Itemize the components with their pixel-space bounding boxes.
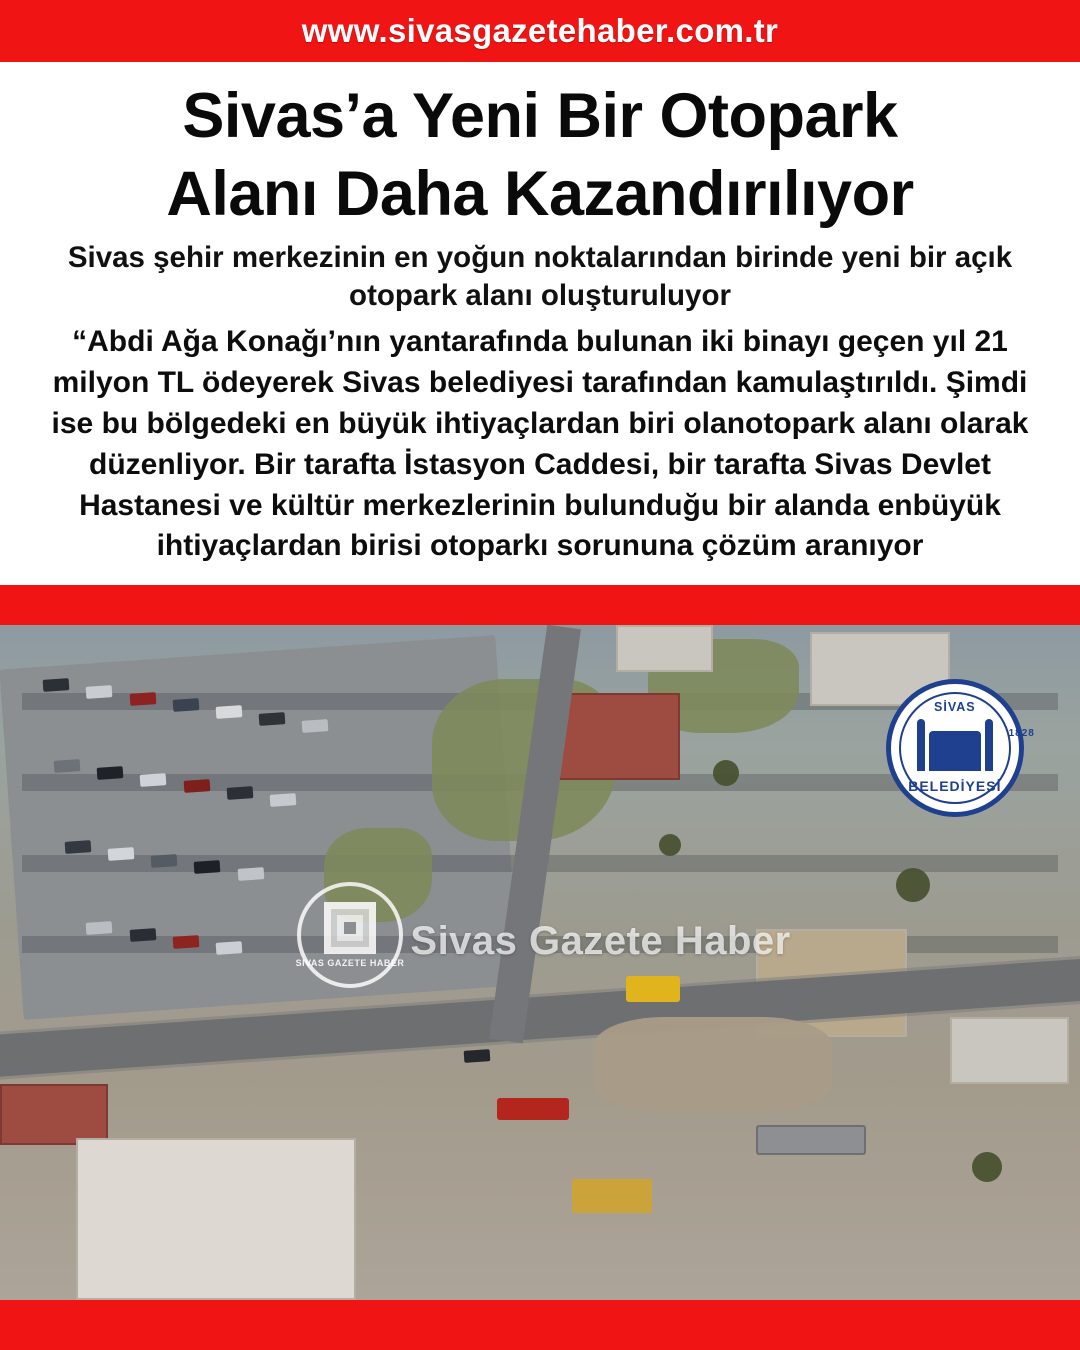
seal-top-text: SİVAS xyxy=(934,700,976,715)
parked-car xyxy=(97,766,124,780)
headline-line-2: Alanı Daha Kazandırılıyor xyxy=(166,159,914,230)
watermark-logo xyxy=(297,882,403,988)
parked-car xyxy=(464,1049,491,1063)
parked-car xyxy=(172,935,199,949)
parked-car xyxy=(259,712,286,726)
tree xyxy=(972,1152,1002,1182)
parked-car xyxy=(86,921,113,935)
article-text-block xyxy=(0,62,1080,567)
building-grey-roof xyxy=(616,625,713,672)
seal-bottom-text: BELEDİYESİ xyxy=(908,778,1002,795)
watermark-logo-text: SIVAS GAZETE HABER xyxy=(295,957,405,968)
building-apartment xyxy=(76,1138,357,1300)
parked-car xyxy=(270,793,297,807)
red-divider xyxy=(0,585,1080,625)
site-url-bar xyxy=(0,0,1080,62)
parked-car xyxy=(151,854,178,868)
seal-year: 1828 xyxy=(1008,728,1035,740)
parked-car xyxy=(64,840,91,854)
maze-icon xyxy=(324,902,376,954)
site-url: www.sivasgazetehaber.com.tr xyxy=(301,12,779,49)
dump-truck xyxy=(756,1125,866,1155)
municipality-seal xyxy=(886,679,1035,817)
parked-car xyxy=(216,705,243,719)
tree xyxy=(659,834,681,856)
parked-car xyxy=(216,941,243,955)
parked-car xyxy=(129,692,156,706)
tree xyxy=(896,868,930,902)
article-photo xyxy=(0,625,1080,1300)
building-grey-roof xyxy=(950,1017,1069,1084)
watermark-text: Sivas Gazete Haber xyxy=(410,918,791,963)
rubble-pile xyxy=(594,1017,832,1111)
article-subheadline: Sivas şehir merkezinin en yoğun noktalarından birinde yeni bir açık otopark alanı oluşturuluyor xyxy=(67,240,1013,313)
parked-car xyxy=(172,698,199,712)
parked-car xyxy=(302,719,329,733)
photo-scene xyxy=(0,625,1080,1300)
parked-car xyxy=(226,786,253,800)
parked-car xyxy=(54,759,81,773)
parked-car xyxy=(993,665,1020,679)
headline-line-1: Sivas’a Yeni Bir Otopark xyxy=(182,81,898,151)
mosque-icon xyxy=(929,731,981,771)
page-title xyxy=(14,70,1066,230)
truck-bed-container xyxy=(572,1179,652,1213)
seal-inner-ring xyxy=(899,692,1035,804)
parked-car xyxy=(194,860,221,874)
parked-car xyxy=(183,779,210,793)
article-body: “Abdi Ağa Konağı’nın yantarafında bulunan iki binayı geçen yıl 21 milyon TL ödeyerek Sivas belediyesi tarafından kamulaştırıldı. Şimdi ise bu bölgedeki en büyük ihtiyaçlardan biri olanotopark alanı olarak düzenliyor. Bir tarafta İstasyon Caddesi, bir tarafta Sivas Devlet Hastanesi ve kültür merkezlerinin bulunduğu bir alanda enbüyük ihtiyaçlardan birisi otoparkı sorununa çözüm aranıyor xyxy=(51,325,1029,563)
parked-car xyxy=(108,847,135,861)
fire-truck xyxy=(497,1098,569,1120)
parked-car xyxy=(86,685,113,699)
excavator xyxy=(626,976,680,1002)
tree xyxy=(713,760,739,786)
building-red-roof xyxy=(0,1084,108,1145)
parked-car xyxy=(140,773,167,787)
bottom-red-bar xyxy=(0,1300,1080,1350)
parked-car xyxy=(129,928,156,942)
parked-car xyxy=(43,678,70,692)
parked-car xyxy=(237,867,264,881)
